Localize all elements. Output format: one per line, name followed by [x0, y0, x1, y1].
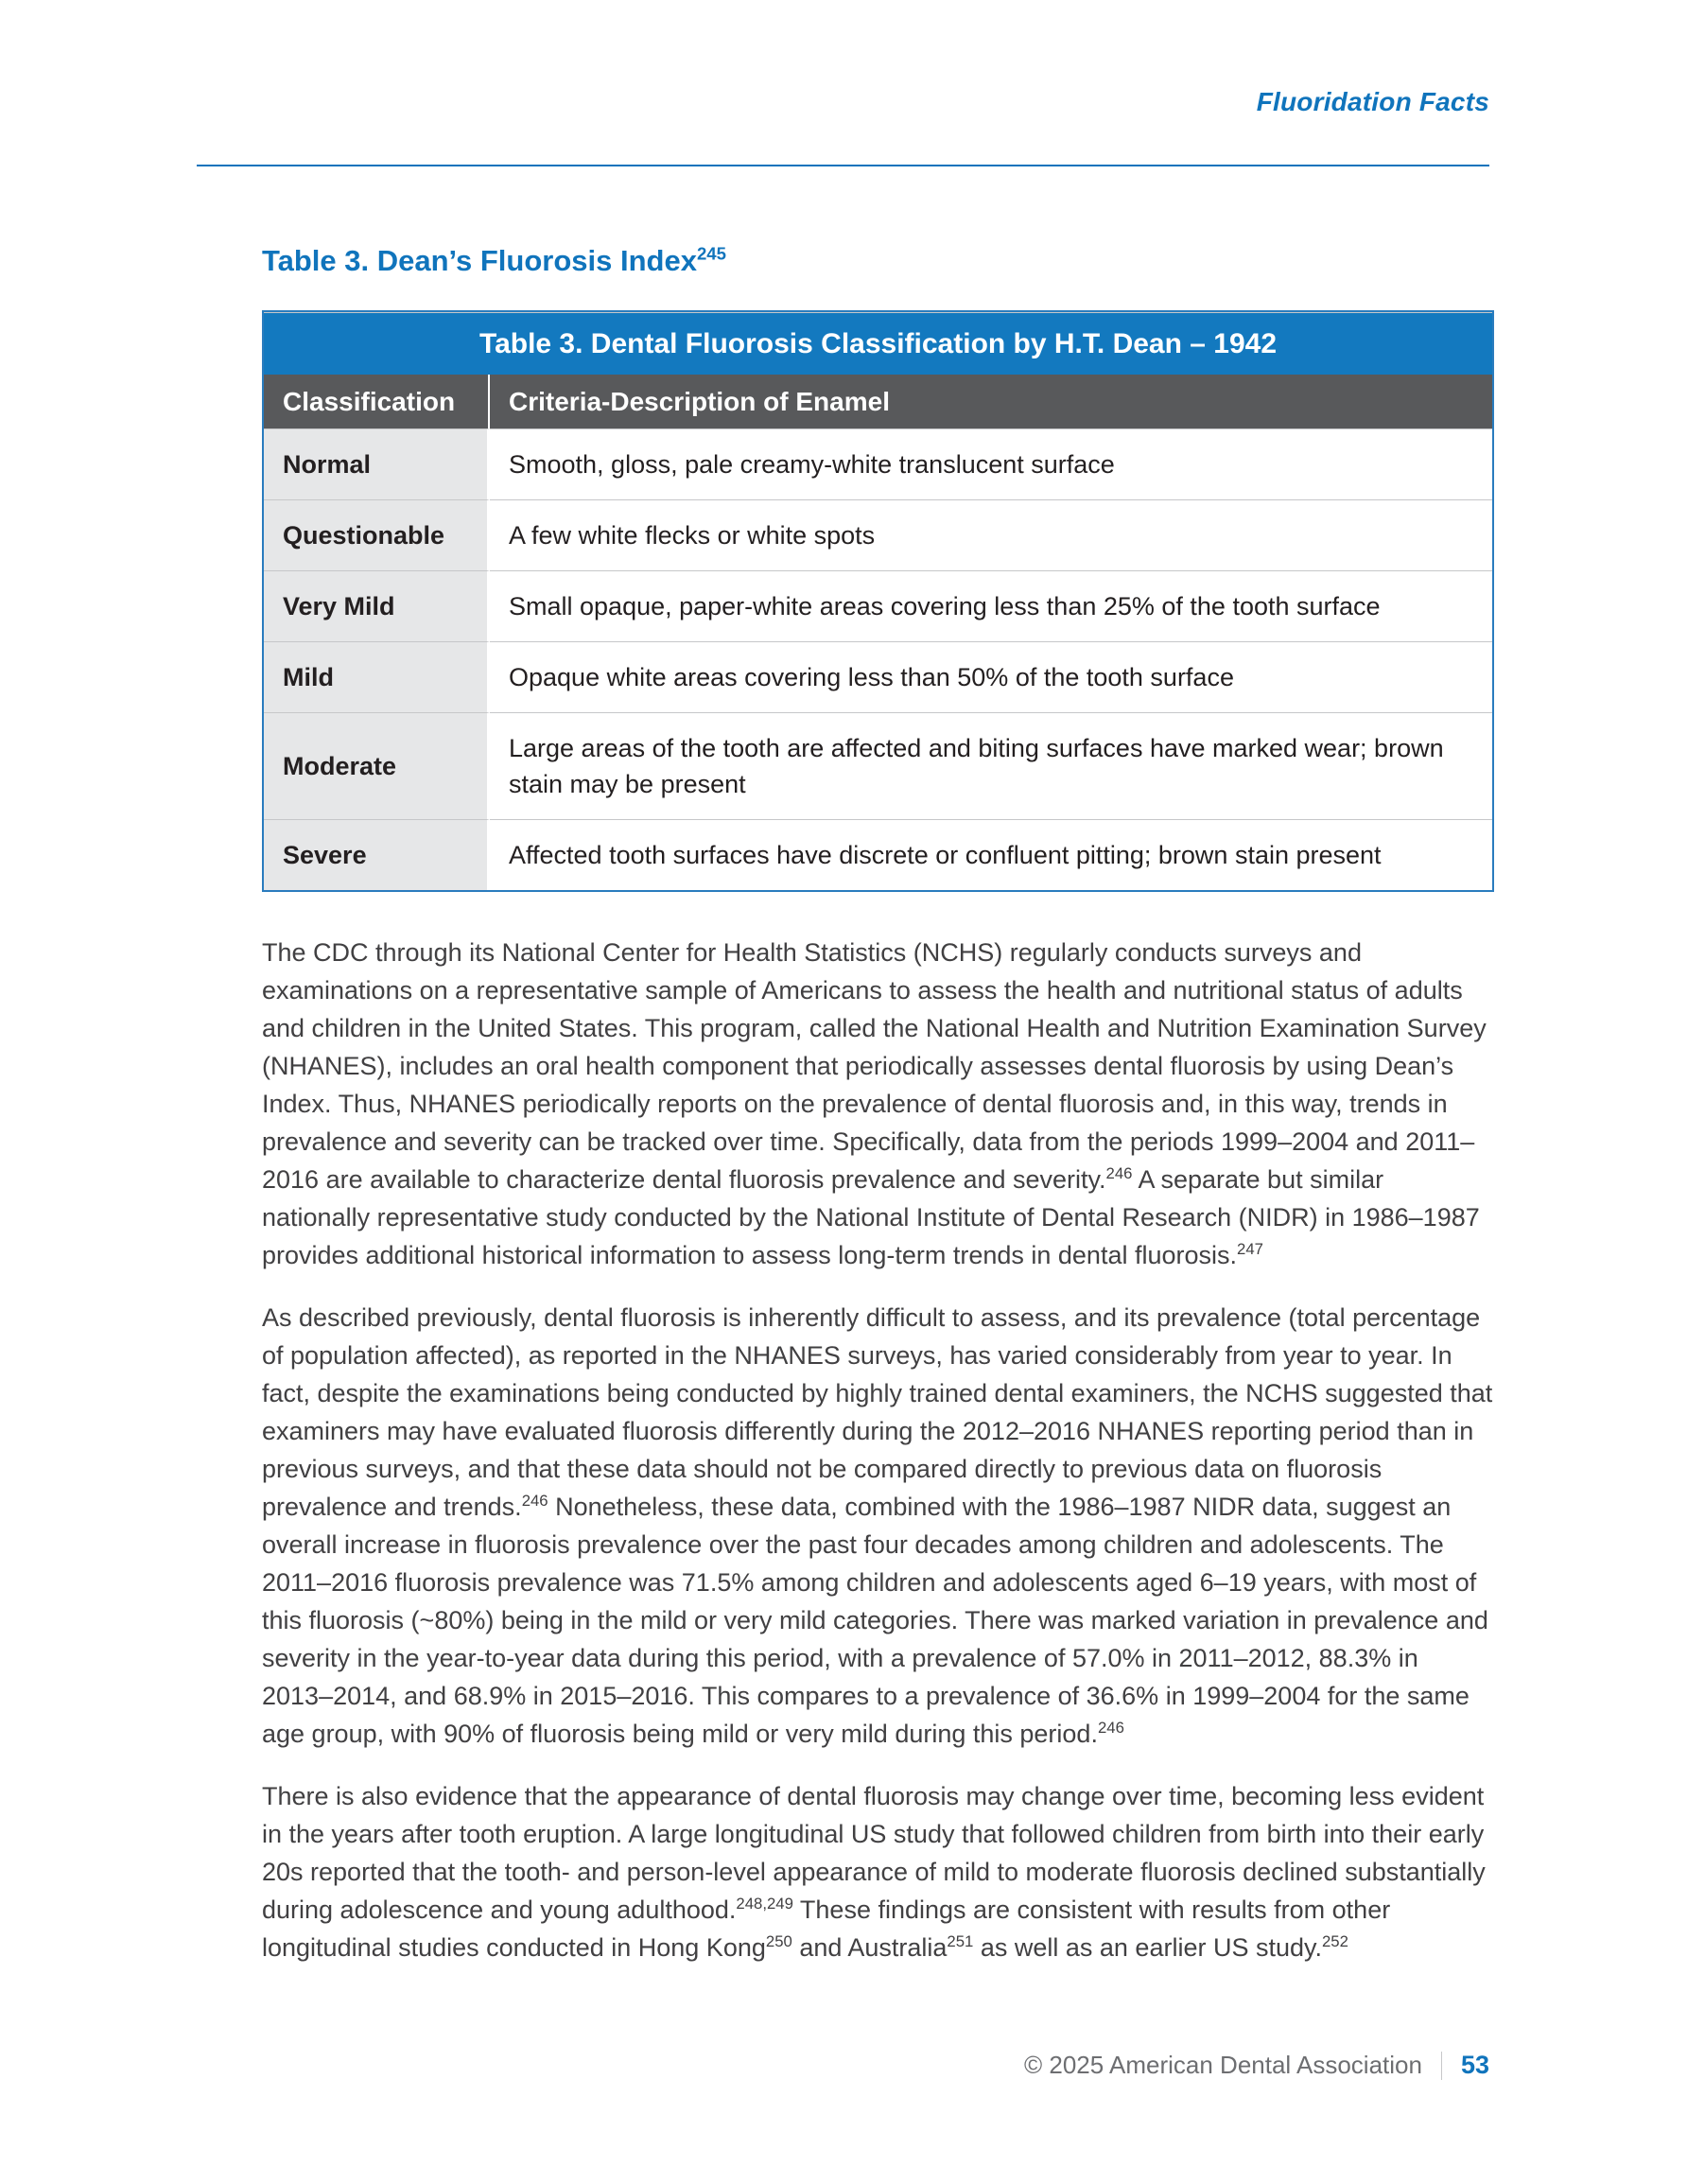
running-header-title: Fluoridation Facts	[1256, 87, 1489, 116]
text-segment: These findings are consistent with results from other longitudinal studies conducted in Hong Kong	[262, 1896, 1391, 1962]
table-caption	[262, 244, 1494, 278]
table-row	[264, 819, 1492, 890]
table-title: Table 3. Dental Fluorosis Classification by H.T. Dean – 1942	[264, 312, 1492, 375]
body-text	[262, 934, 1494, 1966]
footnote-reference: 246	[1097, 1719, 1124, 1737]
column-header-classification: Classification	[264, 375, 490, 428]
footnote-reference: 251	[947, 1932, 974, 1950]
criteria-cell: Smooth, gloss, pale creamy-white translucent surface	[490, 428, 1492, 499]
fluorosis-classification-table	[262, 310, 1494, 892]
table-row	[264, 712, 1492, 819]
footnote-reference: 252	[1322, 1932, 1348, 1950]
footnote-reference: 250	[765, 1932, 792, 1950]
classification-cell: Very Mild	[264, 570, 490, 641]
footnote-reference: 248,249	[736, 1895, 793, 1913]
table-title-row	[264, 312, 1492, 375]
footnote-reference: 246	[1105, 1164, 1133, 1182]
footer-divider	[1441, 2052, 1442, 2080]
text-segment: as well as an earlier US study.	[973, 1933, 1322, 1962]
main-content	[262, 244, 1494, 1991]
text-segment: There is also evidence that the appearance of dental fluorosis may change over time, becoming less evident in the years after tooth eruption. A large longitudinal US study that followed children from birth into their early 20s reported that the tooth- and person-level appearance of mild to moderate fluorosis declined substantially during adolescence and young adulthood.	[262, 1782, 1486, 1924]
criteria-cell: Opaque white areas covering less than 50% of the tooth surface	[490, 641, 1492, 712]
table-header-row	[264, 375, 1492, 428]
page-footer	[1024, 2051, 1489, 2080]
copyright-text: © 2025 American Dental Association	[1024, 2051, 1422, 2079]
criteria-cell: Small opaque, paper-white areas covering less than 25% of the tooth surface	[490, 570, 1492, 641]
classification-cell: Severe	[264, 819, 490, 890]
text-segment: and Australia	[791, 1933, 948, 1962]
table-row	[264, 570, 1492, 641]
criteria-cell: Large areas of the tooth are affected and biting surfaces have marked wear; brown stain may be present	[490, 712, 1492, 819]
header-rule	[197, 165, 1489, 166]
table-row	[264, 428, 1492, 499]
criteria-cell: A few white flecks or white spots	[490, 499, 1492, 570]
text-segment: Nonetheless, these data, combined with the 1986–1987 NIDR data, suggest an overall increase in fluorosis prevalence over the past four decades among children and adolescents. The 2011–2016 fluorosis prevalence was 71.5% among children and adolescents aged 6–19 years, with most of this fluorosis (~80%) being in the mild or very mild categories. There was marked variation in prevalence and severity in the year-to-year data during this period, with a prevalence of 57.0% in 2011–2012, 88.3% in 2013–2014, and 68.9% in 2015–2016. This compares to a prevalence of 36.6% in 1999–2004 for the same age group, with 90% of fluorosis being mild or very mild during this period.	[262, 1493, 1488, 1748]
criteria-cell: Affected tooth surfaces have discrete or confluent pitting; brown stain present	[490, 819, 1492, 890]
classification-cell: Moderate	[264, 712, 490, 819]
text-segment: As described previously, dental fluorosis is inherently difficult to assess, and its prevalence (total percentage of population affected), as reported in the NHANES surveys, has varied considerably from year to year. In fact, despite the examinations being conducted by highly trained dental examiners, the NCHS suggested that examiners may have evaluated fluorosis differently during the 2012–2016 NHANES reporting period than in previous surveys, and that these data should not be compared directly to previous data on fluorosis prevalence and trends.	[262, 1303, 1493, 1521]
paragraph	[262, 934, 1494, 1274]
footnote-reference: 246	[521, 1492, 548, 1510]
footnote-reference: 247	[1237, 1240, 1263, 1258]
text-segment: A separate but similar nationally representative study conducted by the National Institute of Dental Research (NIDR) in 1986–1987 provides additional historical information to assess long-term trends in dental fluorosis.	[262, 1165, 1480, 1269]
paragraph	[262, 1299, 1494, 1753]
page-number: 53	[1460, 2051, 1489, 2079]
footnote-reference: 245	[696, 243, 726, 264]
classification-cell: Mild	[264, 641, 490, 712]
paragraph	[262, 1777, 1494, 1966]
table-caption-text: Table 3. Dean’s Fluorosis Index	[262, 244, 697, 277]
column-header-criteria: Criteria-Description of Enamel	[490, 375, 1492, 428]
table-row	[264, 641, 1492, 712]
text-segment: The CDC through its National Center for Health Statistics (NCHS) regularly conducts surveys and examinations on a representative sample of Americans to assess the health and nutritional status of adults and children in the United States. This program, called the National Health and Nutrition Examination Survey (NHANES), includes an oral health component that periodically assesses dental fluorosis by using Dean’s Index. Thus, NHANES periodically reports on the prevalence of dental fluorosis and, in this way, trends in prevalence and severity can be tracked over time. Specifically, data from the periods 1999–2004 and 2011–2016 are available to characterize dental fluorosis prevalence and severity.	[262, 938, 1487, 1194]
classification-cell: Questionable	[264, 499, 490, 570]
table-row	[264, 499, 1492, 570]
classification-cell: Normal	[264, 428, 490, 499]
